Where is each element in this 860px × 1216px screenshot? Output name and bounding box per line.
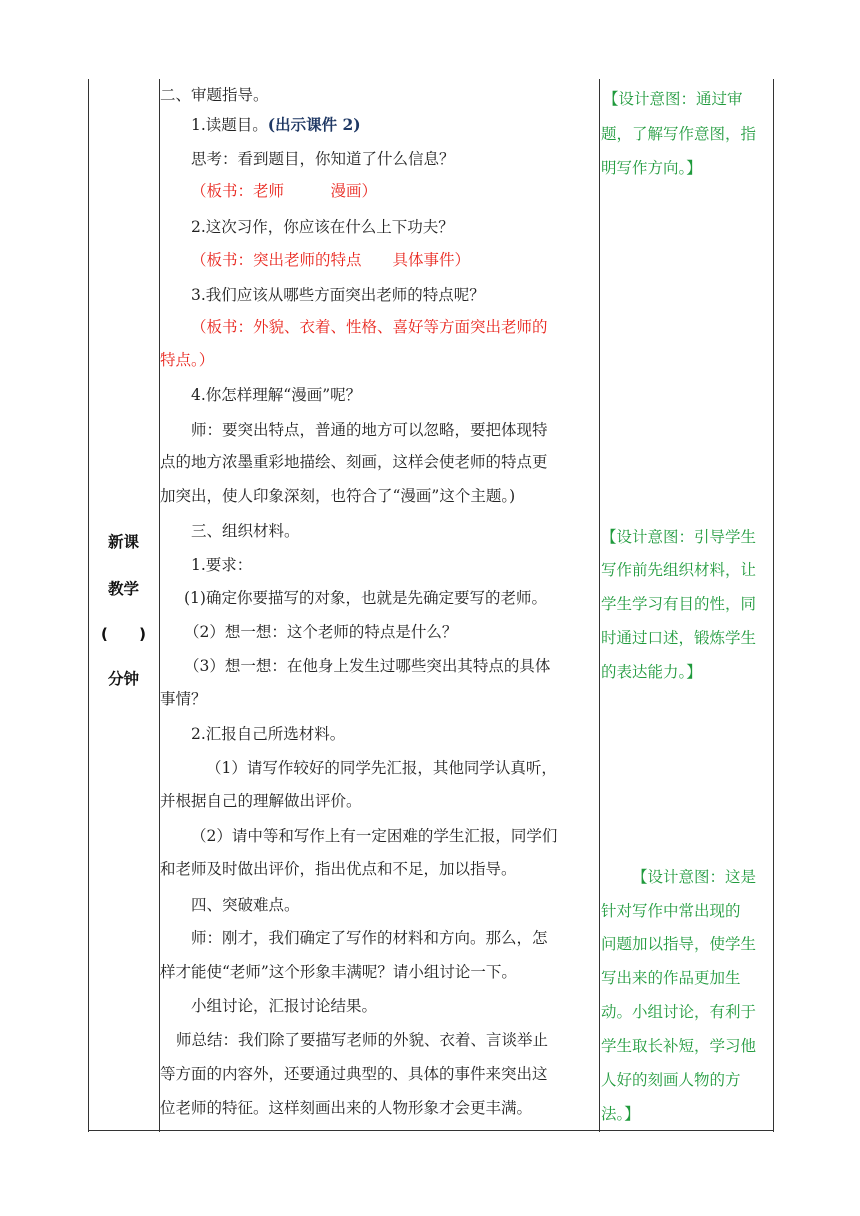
content-line	[191, 317, 548, 337]
content-text: （2）想一想：这个老师的特点是什么？	[184, 623, 458, 641]
content-line	[191, 149, 455, 169]
design-intent-line: 问题加以指导，使学生	[601, 935, 757, 953]
content-line	[160, 1064, 548, 1084]
content-line	[160, 350, 214, 370]
design-intent-line: 时通过口述，锻炼学生	[601, 629, 757, 647]
design-intent-line: 人好的刻画人物的方	[601, 1071, 741, 1089]
content-line	[191, 928, 548, 948]
content-text: （1）请写作较好的同学先汇报，其他同学认真听，	[206, 759, 557, 777]
content-line	[191, 181, 377, 201]
table-border-left	[88, 79, 89, 1132]
design-intent-line: 题，了解写作意图，指	[601, 125, 757, 143]
content-line	[191, 217, 454, 237]
design-intent-line: 【设计意图：引导学生	[601, 528, 757, 546]
design-intent-line: 【设计意图：这是	[632, 868, 757, 886]
design-intent-line: 法。】	[601, 1105, 640, 1123]
content-text: 和老师及时做出评价，指出优点和不足，加以指导。	[160, 860, 517, 878]
content-text: 思考：看到题目，你知道了什么信息？	[191, 150, 455, 168]
content-line	[176, 1030, 548, 1050]
content-text: （3）想一想：在他身上发生过哪些突出其特点的具体	[184, 657, 551, 675]
table-border-bottom	[88, 1130, 774, 1131]
content-text: （2）请中等和写作上有一定困难的学生汇报，同学们	[191, 827, 558, 845]
content-line	[160, 689, 207, 709]
design-intent-line: 动。小组讨论，有利于	[601, 1003, 757, 1021]
content-line	[191, 895, 300, 915]
content-text: 1.要求：	[191, 556, 253, 574]
content-text: （板书：老师 漫画）	[191, 182, 378, 200]
content-line	[191, 115, 361, 135]
content-text: （板书：外貌、衣着、性格、喜好等方面突出老师的	[191, 318, 548, 336]
content-line	[191, 996, 377, 1016]
content-line	[191, 385, 361, 405]
content-text: 四、突破难点。	[191, 896, 300, 914]
content-line	[191, 285, 485, 305]
content-text: 三、组织材料。	[191, 522, 300, 540]
content-text: 特点。）	[160, 351, 215, 369]
content-line	[184, 622, 457, 642]
design-intent-line: 明写作方向。】	[601, 159, 702, 177]
side-label-line: 新课	[107, 533, 139, 551]
content-line	[160, 85, 269, 105]
content-line	[184, 656, 550, 676]
content-line	[191, 250, 470, 270]
content-text: 2.汇报自己所选材料。	[191, 725, 346, 743]
content-text: 2.这次习作，你应该在什么上下功夫？	[191, 218, 454, 236]
side-label-line: ( )	[100, 625, 147, 643]
content-text: 等方面的内容外，还要通过典型的、具体的事件来突出这	[160, 1065, 548, 1083]
design-intent-line: 的表达能力。】	[601, 663, 702, 681]
content-line	[184, 588, 547, 608]
table-border-right	[773, 79, 774, 1132]
content-text: 小组讨论，汇报讨论结果。	[191, 997, 378, 1015]
content-line	[191, 420, 548, 440]
content-text: 并根据自己的理解做出评价。	[160, 792, 362, 810]
content-line	[191, 724, 345, 744]
content-text: 1.读题目。	[191, 116, 268, 134]
content-text: 4.你怎样理解“漫画”呢？	[191, 386, 362, 404]
content-line	[160, 962, 517, 982]
content-line	[160, 791, 362, 811]
side-label-line: 教学	[107, 580, 139, 598]
content-line	[160, 486, 515, 506]
design-intent-line: 针对写作中常出现的	[601, 902, 741, 920]
content-text: 加突出，使人印象深刻，也符合了“漫画”这个主题。)	[160, 487, 516, 505]
content-line	[191, 555, 252, 575]
content-text: 师总结：我们除了要描写老师的外貌、衣着、言谈举止	[176, 1031, 549, 1049]
content-line	[191, 521, 300, 541]
design-intent-line: 写作前先组织材料，让	[601, 561, 757, 579]
content-text: 点的地方浓墨重彩地描绘、刻画，这样会使老师的特点更	[160, 453, 548, 471]
content-line	[160, 859, 517, 879]
content-line	[191, 826, 557, 846]
content-text: （板书：突出老师的特点 具体事件）	[191, 251, 471, 269]
design-intent-line: 学生取长补短，学习他	[601, 1037, 757, 1055]
content-text: 师：刚才，我们确定了写作的材料和方向。那么，怎	[191, 929, 548, 947]
design-intent-line: 写出来的作品更加生	[601, 969, 741, 987]
content-line	[160, 452, 548, 472]
side-label-line: 分钟	[107, 670, 139, 688]
content-line	[206, 758, 557, 778]
table-border-col2	[599, 79, 600, 1132]
content-text: 事情？	[160, 690, 207, 708]
content-line	[160, 1098, 532, 1118]
content-text: 3.我们应该从哪些方面突出老师的特点呢？	[191, 286, 485, 304]
content-text: (1)确定你要描写的对象，也就是先确定要写的老师。	[184, 589, 547, 607]
design-intent-line: 【设计意图：通过审	[603, 90, 743, 108]
design-intent-line: 学生学习有目的性，同	[601, 595, 757, 613]
content-text: 师：要突出特点，普通的地方可以忽略，要把体现特	[191, 421, 548, 439]
courseware-note: (出示课件 2)	[267, 115, 361, 134]
content-text: 位老师的特征。这样刻画出来的人物形象才会更丰满。	[160, 1099, 533, 1117]
content-text: 二、审题指导。	[160, 86, 269, 104]
content-text: 样才能使“老师”这个形象丰满呢？请小组讨论一下。	[160, 963, 517, 981]
